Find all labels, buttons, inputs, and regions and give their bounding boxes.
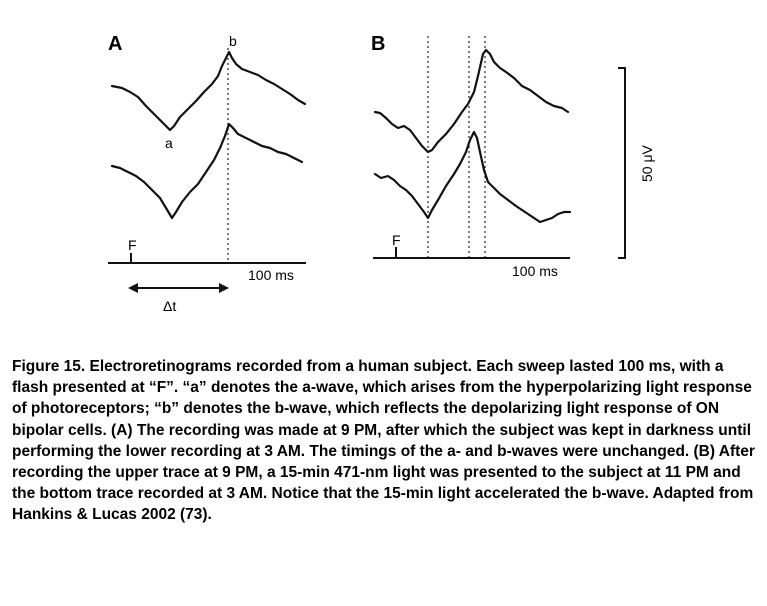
panel-a-upper-trace: [112, 52, 305, 130]
panel-b-time-scale-label: 100 ms: [512, 263, 558, 279]
panel-a-a-label: a: [165, 135, 173, 151]
figure-caption: Figure 15. Electroretinograms recorded from a human subject. Each sweep lasted 100 ms, with a flash presented at “F”. “a” denotes the a-wave, which arises from the hyperpolarizing light response of photoreceptors; “b” denotes the b-wave, which reflects the depolarizing light response of ON bipolar cells. (A) The recording was made at 9 PM, after which the subject was kept in darkness until performing the lower recording at 3 AM. The timings of the a- and b-waves were unchanged. (B) After recording the upper trace at 9 PM, a 15-min 471-nm light was presented to the subject at 11 PM and the bottom trace recorded at 3 AM. Notice that the 15-min light accelerated the b-wave. Adapted from Hankins & Lucas 2002 (73).: [12, 358, 755, 524]
panel-a-flash-label: F: [128, 237, 137, 253]
panel-a-interval-label: Δt: [163, 298, 177, 314]
panel-b-flash-label: F: [392, 232, 401, 248]
panel-b-lower-trace: [375, 132, 570, 222]
scale-bar-label: 50 μV: [639, 145, 655, 182]
panel-a-arrowhead-right: [219, 283, 229, 293]
panel-b-letter: B: [371, 33, 386, 55]
panel-a-letter: A: [108, 33, 123, 55]
voltage-scale-bar: [618, 68, 655, 258]
panel-a: [108, 33, 306, 314]
panel-b: [371, 33, 570, 279]
panel-a-arrowhead-left: [128, 283, 138, 293]
panel-a-lower-trace: [112, 124, 302, 218]
panel-a-b-label: b: [229, 33, 237, 49]
panel-a-time-scale-label: 100 ms: [248, 267, 294, 283]
